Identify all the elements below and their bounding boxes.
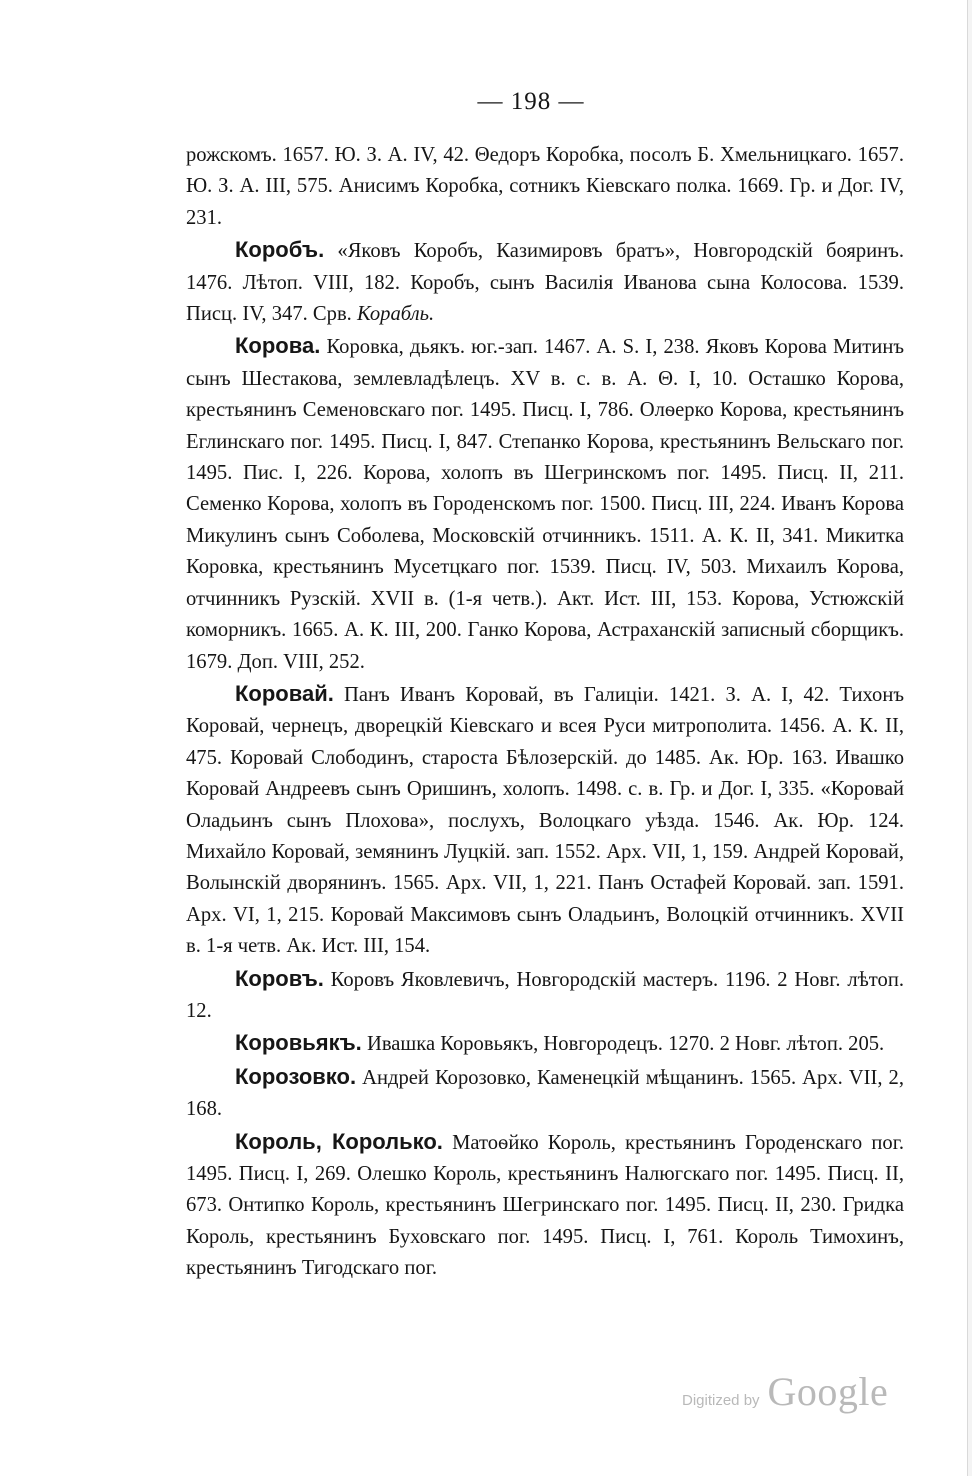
entry-korova [186, 330, 904, 677]
entry-headword: Король, Королько. [235, 1128, 443, 1154]
entry-body: Андрей Корозовко, Каменецкій мѣщанинъ. 1565. Арх. VII, 2, 168. [186, 1066, 904, 1121]
entry-headword: Коровьякъ. [235, 1030, 362, 1056]
entry-headword: Коровай. [235, 680, 334, 706]
cross-reference: Корабль. [356, 303, 435, 326]
entry-body: Коровъ Яковлевичъ, Новгородскій мастеръ. 1196. 2 Новг. лѣтоп. 12. [186, 968, 904, 1022]
entry-korob [186, 234, 904, 330]
entry-body: Панъ Иванъ Коровай, въ Галиціи. 1421. З. А. I, 42. Тихонъ Коровай, чернецъ, дворецкій Кіевскаго и всея Руси митрополита. 1456. А. К. II, 475. Коровай Слободинъ, староста Бѣлозерскій. до 1485. Ак. Юр. 163. Ивашко Коровай Андреевъ сынъ Оришинъ, холопъ. 1498. с. в. Гр. и Дог. I, 335. «Коровай Оладьинъ сынъ Плохова», послухъ, Волоцкаго уѣзда. 1546. Ак. Юр. 124. Михайло Коровай, земянинъ Луцкій. зап. 1552. Арх. VII, 1, 159. Андрей Коровай, Волынскій дворянинъ. 1565. Арх. VII, 1, 221. Панъ Остафей Коровай. зап. 1591. Арх. VI, 1, 215. Коровай Максимовъ сынъ Оладьинъ, Волоцкій отчинникъ. XVII в. 1-я четв. Ак. Ист. III, 154. [186, 683, 904, 958]
entry-body: «Яковъ Коробъ, Казимировъ братъ», Новгородскій бояринъ. 1476. Лѣтоп. VIII, 182. Коробъ, сынъ Василія Иванова сына Колосова. 1539. Писц. IV, 347. Срв. [186, 240, 904, 326]
entry-korovyak [186, 1027, 904, 1060]
watermark-digitized-text: Digitized by [682, 1392, 760, 1409]
entry-body: Матоѳйко Король, крестьянинъ Городенскаго пог. 1495. Писц. I, 269. Олешко Король, крестьянинъ Налюгскаго пог. 1495. Писц. II, 673. Онтипко Король, крестьянинъ Шегринскаго пог. 1495. Писц. II, 230. Гридка Король, крестьянинъ Буховскаго пог. 1495. Писц. I, 761. Король Тимохинъ, крестьянинъ Тигодскаго пог. [186, 1131, 904, 1280]
entry-headword: Коровъ. [235, 965, 324, 991]
entry-headword: Корозовко. [235, 1063, 357, 1089]
entry-korozovko [186, 1061, 904, 1126]
page-number: — 198 — [477, 88, 585, 115]
entry-body: Коровка, дьякъ. юг.-зап. 1467. А. S. I, 238. Яковъ Корова Митинъ сынъ Шестакова, землевладѣлецъ. XV в. с. в. А. Θ. I, 10. Осташко Корова, крестьянинъ Семеновскаго пог. 1495. Писц. I, 786. Олѳерко Корова, крестьянинъ Еглинскаго пог. 1495. Писц. I, 847. Степанко Корова, крестьянинъ Вельскаго пог. 1495. Пис. I, 226. Корова, холопъ въ Шегринскомъ пог. 1495. Писц. II, 211. Семенко Корова, холопъ въ Городенскомъ пог. 1500. Писц. III, 224. Иванъ Корова Микулинъ сынъ Соболева, Московскій отчинникъ. 1511. А. К. II, 341. Микитка Коровка, крестьянинъ Мусетцкаго пог. 1539. Писц. IV, 503. Михаилъ Корова, отчинникъ Рузскій. XVII в. (1-я четв.). Акт. Ист. III, 153. Корова, Устюжскій коморникъ. 1665. А. К. III, 200. Ганко Корова, Астраханскій записный сборщикъ. 1679. Доп. VIII, 252. [186, 336, 904, 673]
entry-body: рожскомъ. 1657. Ю. З. А. IV, 42. Θедоръ Коробка, посолъ Б. Хмельницкаго. 1657. Ю. З. А. III, 575. Анисимъ Коробка, сотникъ Кіевскаго полка. 1669. Гр. и Дог. IV, 231. [186, 144, 904, 229]
dictionary-text [186, 140, 904, 1285]
digitized-watermark [682, 1368, 888, 1415]
scan-page-edge [967, 0, 972, 1476]
entry-headword: Корова. [235, 333, 321, 359]
entry-korol [186, 1126, 904, 1285]
entry-korovai [186, 678, 904, 963]
entry-headword: Коробъ. [235, 237, 325, 263]
entry-body: Ивашка Коровьякъ, Новгородецъ. 1270. 2 Новг. лѣтоп. 205. [366, 1033, 885, 1056]
entry-korov [186, 963, 904, 1028]
google-logo: Google [767, 1369, 889, 1414]
continuation-paragraph [186, 140, 904, 234]
